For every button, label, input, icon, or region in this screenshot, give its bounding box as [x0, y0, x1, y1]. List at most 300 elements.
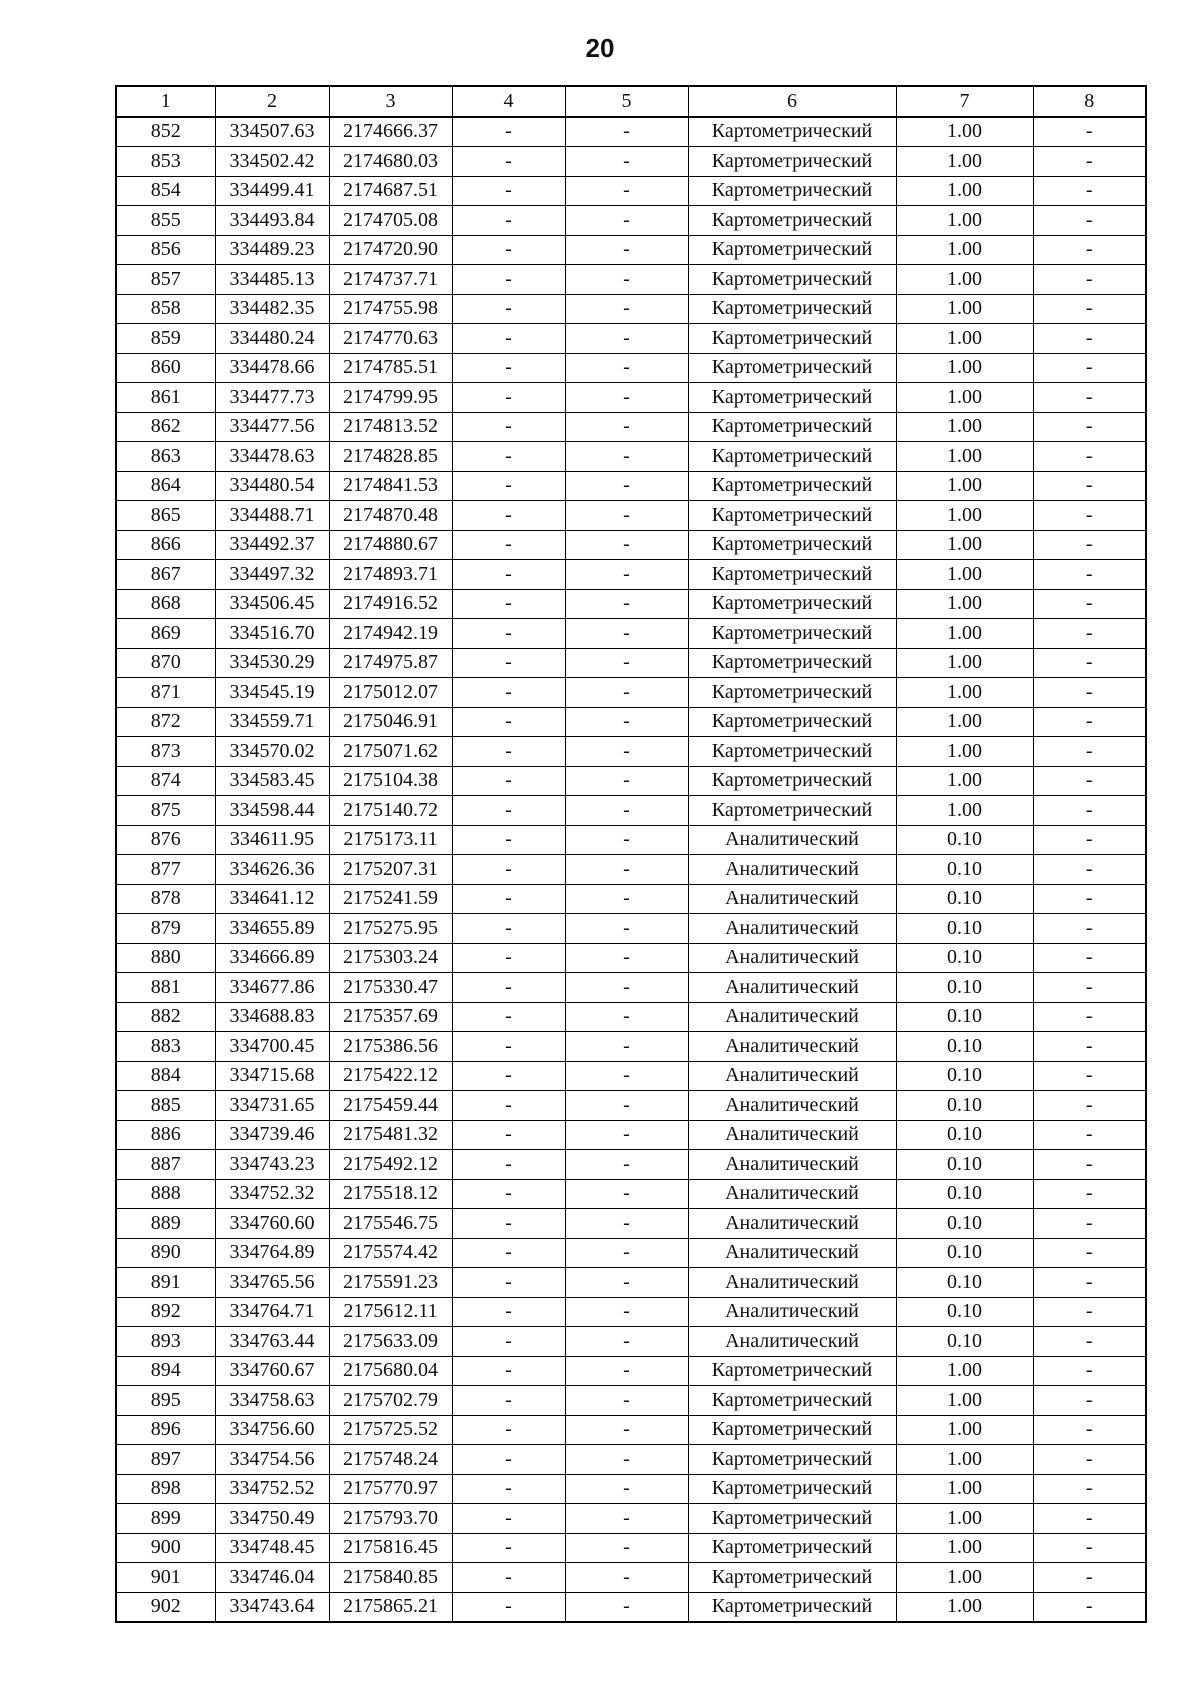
accuracy-cell: 0.10 — [896, 1061, 1033, 1091]
method-cell: Аналитический — [688, 1268, 896, 1298]
table-row — [116, 353, 1146, 383]
point-number-cell: 866 — [116, 530, 215, 560]
y-coordinate-cell: 2174785.51 — [329, 353, 452, 383]
point-number-cell: 896 — [116, 1415, 215, 1445]
y-coordinate-cell: 2175275.95 — [329, 914, 452, 944]
column-5-cell: - — [565, 855, 688, 885]
accuracy-cell: 1.00 — [896, 796, 1033, 826]
column-4-cell: - — [452, 383, 565, 413]
y-coordinate-cell: 2174893.71 — [329, 560, 452, 590]
column-8-cell: - — [1033, 294, 1146, 324]
x-coordinate-cell: 334752.32 — [215, 1179, 329, 1209]
table-row — [116, 530, 1146, 560]
method-cell: Аналитический — [688, 825, 896, 855]
column-5-cell: - — [565, 1002, 688, 1032]
column-8-cell: - — [1033, 1238, 1146, 1268]
accuracy-cell: 1.00 — [896, 1445, 1033, 1475]
x-coordinate-cell: 334763.44 — [215, 1327, 329, 1357]
y-coordinate-cell: 2174841.53 — [329, 471, 452, 501]
column-5-cell: - — [565, 1415, 688, 1445]
method-cell: Аналитический — [688, 1150, 896, 1180]
accuracy-cell: 1.00 — [896, 117, 1033, 147]
table-row — [116, 1091, 1146, 1121]
column-4-cell: - — [452, 796, 565, 826]
y-coordinate-cell: 2174828.85 — [329, 442, 452, 472]
point-number-cell: 890 — [116, 1238, 215, 1268]
method-cell: Картометрический — [688, 235, 896, 265]
table-row — [116, 324, 1146, 354]
column-5-cell: - — [565, 1150, 688, 1180]
y-coordinate-cell: 2175612.11 — [329, 1297, 452, 1327]
table-row — [116, 560, 1146, 590]
y-coordinate-cell: 2175840.85 — [329, 1563, 452, 1593]
table-body — [116, 117, 1146, 1623]
method-cell: Картометрический — [688, 619, 896, 649]
accuracy-cell: 0.10 — [896, 1150, 1033, 1180]
y-coordinate-cell: 2175793.70 — [329, 1504, 452, 1534]
point-number-cell: 883 — [116, 1032, 215, 1062]
table-row — [116, 294, 1146, 324]
method-cell: Аналитический — [688, 1032, 896, 1062]
accuracy-cell: 1.00 — [896, 353, 1033, 383]
column-8-cell: - — [1033, 560, 1146, 590]
column-5-cell: - — [565, 1504, 688, 1534]
column-4-cell: - — [452, 235, 565, 265]
point-number-cell: 881 — [116, 973, 215, 1003]
y-coordinate-cell: 2175173.11 — [329, 825, 452, 855]
column-8-cell: - — [1033, 648, 1146, 678]
x-coordinate-cell: 334700.45 — [215, 1032, 329, 1062]
accuracy-cell: 1.00 — [896, 324, 1033, 354]
point-number-cell: 878 — [116, 884, 215, 914]
method-cell: Картометрический — [688, 1356, 896, 1386]
y-coordinate-cell: 2174720.90 — [329, 235, 452, 265]
accuracy-cell: 1.00 — [896, 265, 1033, 295]
table-row — [116, 471, 1146, 501]
accuracy-cell: 0.10 — [896, 855, 1033, 885]
method-cell: Картометрический — [688, 530, 896, 560]
accuracy-cell: 1.00 — [896, 235, 1033, 265]
column-5-cell: - — [565, 796, 688, 826]
column-4-cell: - — [452, 1179, 565, 1209]
column-4-cell: - — [452, 1268, 565, 1298]
column-8-cell: - — [1033, 914, 1146, 944]
y-coordinate-cell: 2175104.38 — [329, 766, 452, 796]
point-number-cell: 857 — [116, 265, 215, 295]
x-coordinate-cell: 334764.89 — [215, 1238, 329, 1268]
table-row — [116, 707, 1146, 737]
table-row — [116, 501, 1146, 531]
table-row — [116, 176, 1146, 206]
accuracy-cell: 0.10 — [896, 1327, 1033, 1357]
column-4-cell: - — [452, 1091, 565, 1121]
header-cell-2: 2 — [215, 86, 329, 117]
column-4-cell: - — [452, 1061, 565, 1091]
header-cell-7: 7 — [896, 86, 1033, 117]
y-coordinate-cell: 2174687.51 — [329, 176, 452, 206]
accuracy-cell: 0.10 — [896, 973, 1033, 1003]
table-row — [116, 383, 1146, 413]
point-number-cell: 885 — [116, 1091, 215, 1121]
method-cell: Аналитический — [688, 1327, 896, 1357]
column-8-cell: - — [1033, 737, 1146, 767]
y-coordinate-cell: 2175357.69 — [329, 1002, 452, 1032]
column-5-cell: - — [565, 1533, 688, 1563]
table-row — [116, 1504, 1146, 1534]
x-coordinate-cell: 334499.41 — [215, 176, 329, 206]
point-number-cell: 886 — [116, 1120, 215, 1150]
page-number: 20 — [585, 33, 615, 63]
column-8-cell: - — [1033, 412, 1146, 442]
column-4-cell: - — [452, 412, 565, 442]
coordinates-table-container — [115, 85, 1145, 1623]
method-cell: Картометрический — [688, 1563, 896, 1593]
point-number-cell: 865 — [116, 501, 215, 531]
column-4-cell: - — [452, 884, 565, 914]
column-5-cell: - — [565, 914, 688, 944]
column-5-cell: - — [565, 1474, 688, 1504]
point-number-cell: 860 — [116, 353, 215, 383]
column-5-cell: - — [565, 1061, 688, 1091]
point-number-cell: 877 — [116, 855, 215, 885]
column-5-cell: - — [565, 1592, 688, 1622]
point-number-cell: 853 — [116, 147, 215, 177]
accuracy-cell: 0.10 — [896, 1002, 1033, 1032]
x-coordinate-cell: 334731.65 — [215, 1091, 329, 1121]
column-8-cell: - — [1033, 383, 1146, 413]
column-5-cell: - — [565, 324, 688, 354]
y-coordinate-cell: 2174916.52 — [329, 589, 452, 619]
column-5-cell: - — [565, 235, 688, 265]
header-cell-4: 4 — [452, 86, 565, 117]
column-8-cell: - — [1033, 1386, 1146, 1416]
column-5-cell: - — [565, 1386, 688, 1416]
column-4-cell: - — [452, 1415, 565, 1445]
point-number-cell: 898 — [116, 1474, 215, 1504]
table-header — [116, 86, 1146, 117]
column-8-cell: - — [1033, 501, 1146, 531]
column-8-cell: - — [1033, 1563, 1146, 1593]
column-5-cell: - — [565, 766, 688, 796]
table-row — [116, 1032, 1146, 1062]
x-coordinate-cell: 334545.19 — [215, 678, 329, 708]
column-5-cell: - — [565, 737, 688, 767]
point-number-cell: 884 — [116, 1061, 215, 1091]
table-row — [116, 1445, 1146, 1475]
accuracy-cell: 1.00 — [896, 501, 1033, 531]
x-coordinate-cell: 334739.46 — [215, 1120, 329, 1150]
x-coordinate-cell: 334760.60 — [215, 1209, 329, 1239]
method-cell: Картометрический — [688, 206, 896, 236]
x-coordinate-cell: 334688.83 — [215, 1002, 329, 1032]
column-4-cell: - — [452, 353, 565, 383]
column-8-cell: - — [1033, 707, 1146, 737]
point-number-cell: 900 — [116, 1533, 215, 1563]
table-row — [116, 796, 1146, 826]
x-coordinate-cell: 334478.63 — [215, 442, 329, 472]
y-coordinate-cell: 2175330.47 — [329, 973, 452, 1003]
column-8-cell: - — [1033, 1327, 1146, 1357]
accuracy-cell: 1.00 — [896, 176, 1033, 206]
y-coordinate-cell: 2174737.71 — [329, 265, 452, 295]
point-number-cell: 894 — [116, 1356, 215, 1386]
column-5-cell: - — [565, 530, 688, 560]
point-number-cell: 888 — [116, 1179, 215, 1209]
table-row — [116, 147, 1146, 177]
column-8-cell: - — [1033, 1504, 1146, 1534]
x-coordinate-cell: 334485.13 — [215, 265, 329, 295]
method-cell: Картометрический — [688, 1533, 896, 1563]
column-8-cell: - — [1033, 943, 1146, 973]
y-coordinate-cell: 2174680.03 — [329, 147, 452, 177]
point-number-cell: 879 — [116, 914, 215, 944]
point-number-cell: 852 — [116, 117, 215, 147]
method-cell: Картометрический — [688, 383, 896, 413]
method-cell: Картометрический — [688, 265, 896, 295]
accuracy-cell: 0.10 — [896, 884, 1033, 914]
x-coordinate-cell: 334488.71 — [215, 501, 329, 531]
x-coordinate-cell: 334493.84 — [215, 206, 329, 236]
column-4-cell: - — [452, 1297, 565, 1327]
column-5-cell: - — [565, 943, 688, 973]
point-number-cell: 855 — [116, 206, 215, 236]
column-8-cell: - — [1033, 884, 1146, 914]
method-cell: Картометрический — [688, 737, 896, 767]
x-coordinate-cell: 334482.35 — [215, 294, 329, 324]
method-cell: Аналитический — [688, 914, 896, 944]
table-row — [116, 1268, 1146, 1298]
column-8-cell: - — [1033, 678, 1146, 708]
header-cell-3: 3 — [329, 86, 452, 117]
method-cell: Картометрический — [688, 501, 896, 531]
y-coordinate-cell: 2175481.32 — [329, 1120, 452, 1150]
method-cell: Картометрический — [688, 471, 896, 501]
y-coordinate-cell: 2175386.56 — [329, 1032, 452, 1062]
y-coordinate-cell: 2175574.42 — [329, 1238, 452, 1268]
accuracy-cell: 0.10 — [896, 1120, 1033, 1150]
method-cell: Картометрический — [688, 796, 896, 826]
x-coordinate-cell: 334765.56 — [215, 1268, 329, 1298]
accuracy-cell: 0.10 — [896, 1297, 1033, 1327]
header-cell-1: 1 — [116, 86, 215, 117]
method-cell: Картометрический — [688, 117, 896, 147]
x-coordinate-cell: 334641.12 — [215, 884, 329, 914]
point-number-cell: 858 — [116, 294, 215, 324]
method-cell: Картометрический — [688, 648, 896, 678]
y-coordinate-cell: 2174705.08 — [329, 206, 452, 236]
y-coordinate-cell: 2174880.67 — [329, 530, 452, 560]
x-coordinate-cell: 334750.49 — [215, 1504, 329, 1534]
column-8-cell: - — [1033, 235, 1146, 265]
column-8-cell: - — [1033, 176, 1146, 206]
method-cell: Аналитический — [688, 1120, 896, 1150]
column-4-cell: - — [452, 766, 565, 796]
method-cell: Аналитический — [688, 1179, 896, 1209]
column-5-cell: - — [565, 1268, 688, 1298]
column-5-cell: - — [565, 560, 688, 590]
column-4-cell: - — [452, 1002, 565, 1032]
x-coordinate-cell: 334746.04 — [215, 1563, 329, 1593]
x-coordinate-cell: 334489.23 — [215, 235, 329, 265]
column-4-cell: - — [452, 560, 565, 590]
y-coordinate-cell: 2175303.24 — [329, 943, 452, 973]
point-number-cell: 867 — [116, 560, 215, 590]
column-8-cell: - — [1033, 589, 1146, 619]
column-8-cell: - — [1033, 1032, 1146, 1062]
accuracy-cell: 1.00 — [896, 560, 1033, 590]
column-4-cell: - — [452, 737, 565, 767]
table-row — [116, 678, 1146, 708]
column-4-cell: - — [452, 1356, 565, 1386]
column-5-cell: - — [565, 1445, 688, 1475]
x-coordinate-cell: 334559.71 — [215, 707, 329, 737]
point-number-cell: 875 — [116, 796, 215, 826]
accuracy-cell: 1.00 — [896, 619, 1033, 649]
accuracy-cell: 0.10 — [896, 1209, 1033, 1239]
y-coordinate-cell: 2175702.79 — [329, 1386, 452, 1416]
column-4-cell: - — [452, 471, 565, 501]
x-coordinate-cell: 334530.29 — [215, 648, 329, 678]
point-number-cell: 872 — [116, 707, 215, 737]
column-5-cell: - — [565, 619, 688, 649]
column-8-cell: - — [1033, 1474, 1146, 1504]
column-4-cell: - — [452, 855, 565, 885]
column-4-cell: - — [452, 1120, 565, 1150]
method-cell: Аналитический — [688, 855, 896, 885]
x-coordinate-cell: 334754.56 — [215, 1445, 329, 1475]
accuracy-cell: 0.10 — [896, 1268, 1033, 1298]
point-number-cell: 854 — [116, 176, 215, 206]
table-row — [116, 442, 1146, 472]
column-5-cell: - — [565, 1032, 688, 1062]
table-row — [116, 1150, 1146, 1180]
method-cell: Картометрический — [688, 1592, 896, 1622]
table-row — [116, 1061, 1146, 1091]
column-5-cell: - — [565, 825, 688, 855]
y-coordinate-cell: 2175241.59 — [329, 884, 452, 914]
y-coordinate-cell: 2175046.91 — [329, 707, 452, 737]
column-5-cell: - — [565, 353, 688, 383]
column-8-cell: - — [1033, 1209, 1146, 1239]
table-row — [116, 619, 1146, 649]
method-cell: Картометрический — [688, 707, 896, 737]
column-4-cell: - — [452, 1445, 565, 1475]
method-cell: Картометрический — [688, 589, 896, 619]
y-coordinate-cell: 2175865.21 — [329, 1592, 452, 1622]
x-coordinate-cell: 334480.24 — [215, 324, 329, 354]
point-number-cell: 893 — [116, 1327, 215, 1357]
accuracy-cell: 1.00 — [896, 1533, 1033, 1563]
table-row — [116, 1209, 1146, 1239]
y-coordinate-cell: 2175140.72 — [329, 796, 452, 826]
table-row — [116, 412, 1146, 442]
column-4-cell: - — [452, 324, 565, 354]
y-coordinate-cell: 2175816.45 — [329, 1533, 452, 1563]
column-5-cell: - — [565, 1179, 688, 1209]
point-number-cell: 859 — [116, 324, 215, 354]
column-8-cell: - — [1033, 1592, 1146, 1622]
column-4-cell: - — [452, 943, 565, 973]
table-row — [116, 1592, 1146, 1622]
accuracy-cell: 1.00 — [896, 442, 1033, 472]
y-coordinate-cell: 2174755.98 — [329, 294, 452, 324]
column-5-cell: - — [565, 1563, 688, 1593]
table-row — [116, 914, 1146, 944]
accuracy-cell: 1.00 — [896, 471, 1033, 501]
column-8-cell: - — [1033, 206, 1146, 236]
accuracy-cell: 1.00 — [896, 1474, 1033, 1504]
column-5-cell: - — [565, 1297, 688, 1327]
table-row — [116, 943, 1146, 973]
table-row — [116, 1415, 1146, 1445]
x-coordinate-cell: 334677.86 — [215, 973, 329, 1003]
y-coordinate-cell: 2175518.12 — [329, 1179, 452, 1209]
column-5-cell: - — [565, 884, 688, 914]
accuracy-cell: 1.00 — [896, 1563, 1033, 1593]
point-number-cell: 895 — [116, 1386, 215, 1416]
column-4-cell: - — [452, 973, 565, 1003]
table-row — [116, 1356, 1146, 1386]
x-coordinate-cell: 334598.44 — [215, 796, 329, 826]
x-coordinate-cell: 334743.64 — [215, 1592, 329, 1622]
x-coordinate-cell: 334756.60 — [215, 1415, 329, 1445]
accuracy-cell: 1.00 — [896, 1592, 1033, 1622]
point-number-cell: 902 — [116, 1592, 215, 1622]
column-8-cell: - — [1033, 530, 1146, 560]
column-8-cell: - — [1033, 1445, 1146, 1475]
method-cell: Аналитический — [688, 943, 896, 973]
x-coordinate-cell: 334758.63 — [215, 1386, 329, 1416]
point-number-cell: 869 — [116, 619, 215, 649]
column-8-cell: - — [1033, 471, 1146, 501]
accuracy-cell: 1.00 — [896, 412, 1033, 442]
method-cell: Картометрический — [688, 766, 896, 796]
header-cell-6: 6 — [688, 86, 896, 117]
accuracy-cell: 1.00 — [896, 707, 1033, 737]
column-4-cell: - — [452, 914, 565, 944]
column-8-cell: - — [1033, 1356, 1146, 1386]
accuracy-cell: 1.00 — [896, 589, 1033, 619]
x-coordinate-cell: 334743.23 — [215, 1150, 329, 1180]
point-number-cell: 882 — [116, 1002, 215, 1032]
column-8-cell: - — [1033, 117, 1146, 147]
column-4-cell: - — [452, 265, 565, 295]
column-5-cell: - — [565, 678, 688, 708]
table-row — [116, 1120, 1146, 1150]
method-cell: Аналитический — [688, 884, 896, 914]
table-row — [116, 1474, 1146, 1504]
header-row — [116, 86, 1146, 117]
point-number-cell: 891 — [116, 1268, 215, 1298]
method-cell: Аналитический — [688, 1002, 896, 1032]
column-4-cell: - — [452, 619, 565, 649]
table-row — [116, 1533, 1146, 1563]
y-coordinate-cell: 2175591.23 — [329, 1268, 452, 1298]
column-5-cell: - — [565, 471, 688, 501]
column-4-cell: - — [452, 678, 565, 708]
column-4-cell: - — [452, 589, 565, 619]
method-cell: Аналитический — [688, 1091, 896, 1121]
column-4-cell: - — [452, 1592, 565, 1622]
accuracy-cell: 0.10 — [896, 1032, 1033, 1062]
table-row — [116, 855, 1146, 885]
column-5-cell: - — [565, 176, 688, 206]
accuracy-cell: 1.00 — [896, 206, 1033, 236]
method-cell: Картометрический — [688, 324, 896, 354]
method-cell: Аналитический — [688, 1209, 896, 1239]
method-cell: Картометрический — [688, 1415, 896, 1445]
table-row — [116, 973, 1146, 1003]
